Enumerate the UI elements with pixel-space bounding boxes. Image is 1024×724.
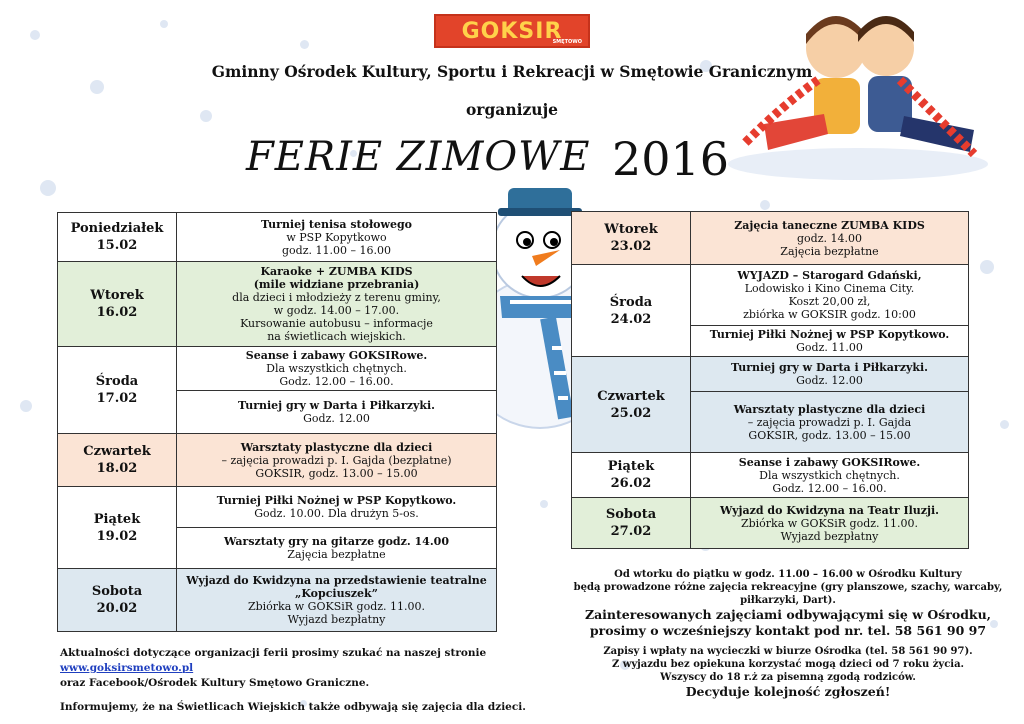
activity-line: GOKSIR, godz. 13.00 – 15.00 [748,428,911,442]
contact-line: prosimy o wcześniejszy kontakt pod nr. tel. 58 561 90 97 [589,623,987,638]
activity-line: Zbiórka w GOKSiR godz. 11.00. [247,600,426,613]
activity-line: Warsztaty plastyczne dla dzieci [733,402,926,416]
day-date: 18.02 [96,461,138,476]
activity-line: Warsztaty plastyczne dla dzieci [240,440,433,454]
snowflake-dot [30,30,40,40]
activity-line: Godz. 11.00 [796,341,863,354]
day-name: Piątek [607,459,655,474]
organizer-name: Gminny Ośrodek Kultury, Sportu i Rekreacji w Smętowie Granicznym [211,62,813,81]
notes-text: Aktualności dotyczące organizacji ferii prosimy szukać na naszej stronie [60,647,487,659]
day-date: 26.02 [610,476,652,491]
snowflake-dot [40,180,56,196]
activity-line: w godz. 14.00 – 17.00. [273,304,400,317]
activity-line: Dla wszystkich chętnych. [759,468,900,482]
info-line: Wszyscy do 18 r.ż za pisemną zgodą rodziców. [660,672,916,683]
activity-cell [177,391,497,434]
activity-line: Turniej tenisa stołowego [260,217,413,231]
activity-cell [177,569,497,632]
notes-line [60,646,580,676]
snowflake-dot [1000,420,1009,429]
activity-line: Seanse i zabawy GOKSIRowe. [245,349,428,362]
activity-line: w PSP Kopytkowo [286,230,387,244]
schedule-row [58,569,497,632]
activity-cell [691,453,969,498]
activity-line: Dla wszystkich chętnych. [266,362,407,375]
organizer-verb: organizuje [465,100,559,119]
schedule-row [572,498,969,549]
notes-left [60,646,580,715]
activity-line: Seanse i zabawy GOKSIRowe. [738,455,921,469]
day-name: Wtorek [90,288,144,303]
activity-line: „Kopciuszek” [295,587,378,600]
activity-cell [691,357,969,392]
day-date: 27.02 [610,524,652,539]
snowflake-dot [540,500,548,508]
activity-line: godz. 14.00 [797,231,862,245]
day-date: 17.02 [96,391,138,406]
day-name: Piątek [93,511,141,527]
activity-line: Zbiórka w GOKSiR godz. 11.00. [740,516,919,530]
activity-line: Koszt 20,00 zł, [788,295,871,308]
activity-line: Godz. 12.00 – 16.00. [772,481,887,495]
day-cell [572,357,691,453]
activity-line: Lodowisko i Kino Cinema City. [744,282,915,295]
activity-line: Godz. 12.00 [796,374,863,387]
logo-subtext: SMĘTOWO [552,39,582,45]
activity-cell [177,347,497,391]
day-name: Sobota [91,584,143,599]
activity-line: WYJAZD – Starogard Gdański, [737,269,922,282]
activity-line: GOKSIR, godz. 13.00 – 15.00 [255,466,418,480]
activity-line: Wyjazd do Kwidzyna na przedstawienie teatralne [186,574,487,587]
activity-line: dla dzieci i młodzieży z terenu gminy, [232,291,441,304]
schedule-row [572,357,969,392]
info-line: Decyduje kolejność zgłoszeń! [685,684,891,699]
website-link[interactable]: www.goksirsmetowo.pl [60,662,194,674]
activity-cell [691,392,969,453]
activity-line: Turniej gry w Darta i Piłkarzyki. [731,361,928,374]
activity-line: Godz. 12.00 [303,412,370,425]
activity-line: Godz. 12.00 – 16.00. [279,375,394,388]
activity-line: Wyjazd bezpłatny [780,529,879,543]
day-name: Środa [609,294,653,310]
activity-cell [177,487,497,528]
schedule-row [572,265,969,326]
activity-line: Godz. 10.00. Dla drużyn 5-os. [254,507,419,520]
day-name: Czwartek [597,388,665,404]
snowflake-dot [160,20,168,28]
activity-line: Karaoke + ZUMBA KIDS [260,265,413,278]
activity-cell [691,265,969,326]
day-cell [572,212,691,265]
info-line: piłkarzyki, Dart). [740,595,836,606]
activity-line: – zajęcia prowadzi p. I. Gajda [747,415,912,429]
day-date: 25.02 [610,405,652,421]
info-line: Od wtorku do piątku w godz. 11.00 – 16.00 w Ośrodku Kultury [614,569,962,580]
activity-cell [691,498,969,549]
day-cell [572,265,691,357]
snowflake-dot [300,40,309,49]
activity-line: Kursowanie autobusu – informacje [240,317,433,330]
activity-cell [177,434,497,487]
day-date: 23.02 [610,239,652,254]
event-year: 2016 [612,132,730,186]
day-date: 20.02 [96,601,138,616]
activity-line: Zajęcia bezpłatne [780,244,879,258]
goksir-logo [434,14,590,48]
activity-line: na świetlicach wiejskich. [267,330,406,343]
schedule-row [58,347,497,391]
schedule-row [572,453,969,498]
notes-right [570,568,1006,700]
activity-cell [691,212,969,265]
day-date: 16.02 [96,305,138,320]
activity-line: Zajęcia bezpłatne [287,548,386,561]
info-line: Zapisy i wpłaty na wycieczki w biurze Ośrodka (tel. 58 561 90 97). [603,646,973,657]
activity-line: (mile widziane przebrania) [253,278,420,291]
schedule-row [572,212,969,265]
activity-cell [177,528,497,569]
activity-line: godz. 11.00 – 16.00 [282,243,391,257]
day-cell [58,569,177,632]
activity-cell [177,213,497,262]
activity-cell [691,326,969,357]
schedule-table-week1 [57,212,497,632]
activity-line: Wyjazd bezpłatny [287,613,386,626]
notes-text: oraz Facebook/Ośrodek Kultury Smętowo Graniczne. [60,677,370,689]
kids-illustration [724,4,992,184]
day-cell [58,434,177,487]
schedule-row [58,213,497,262]
schedule-row [58,262,497,347]
day-date: 24.02 [610,311,652,327]
schedule-table-week2 [571,211,969,549]
day-name: Środa [95,374,139,389]
snowflake-dot [90,80,104,94]
activity-line: Warsztaty gry na gitarze godz. 14.00 [224,535,449,548]
info-line: będą prowadzone różne zajęcia rekreacyjne (gry planszowe, szachy, warcaby, [573,582,1003,593]
day-cell [58,347,177,434]
activity-line: Zajęcia taneczne ZUMBA KIDS [734,218,925,232]
contact-line: Zainteresowanych zajęciami odbywającymi się w Ośrodku, [584,607,992,622]
day-cell [58,213,177,262]
day-name: Wtorek [604,222,658,237]
activity-line: Turniej Piłki Nożnej w PSP Kopytkowo. [216,494,457,507]
day-name: Poniedziałek [70,221,164,236]
schedule-row [58,487,497,528]
day-cell [58,487,177,569]
event-title: FERIE ZIMOWE [246,134,591,180]
notes-text: Informujemy, że na Świetlicach Wiejskich także odbywają się zajęcia dla dzieci. [60,701,526,713]
day-date: 15.02 [96,238,138,253]
info-line: Z wyjazdu bez opiekuna korzystać mogą dzieci od 7 roku życia. [611,659,965,670]
day-date: 19.02 [96,528,138,544]
activity-line: – zajęcia prowadzi p. I. Gajda (bezpłatne) [221,453,452,467]
activity-line: Turniej gry w Darta i Piłkarzyki. [238,399,435,412]
day-cell [572,453,691,498]
snowflake-dot [20,400,32,412]
logo-text: GOKSIR [461,18,563,44]
activity-line: zbiórka w GOKSIR godz. 10:00 [743,308,916,321]
day-cell [572,498,691,549]
schedule-row [58,434,497,487]
snowflake-dot [980,260,994,274]
day-name: Czwartek [83,444,151,459]
snowflake-dot [760,200,770,210]
day-name: Sobota [605,507,657,522]
activity-line: Wyjazd do Kwidzyna na Teatr Iluzji. [720,503,939,517]
activity-cell [177,262,497,347]
activity-line: Turniej Piłki Nożnej w PSP Kopytkowo. [709,328,950,341]
day-cell [58,262,177,347]
